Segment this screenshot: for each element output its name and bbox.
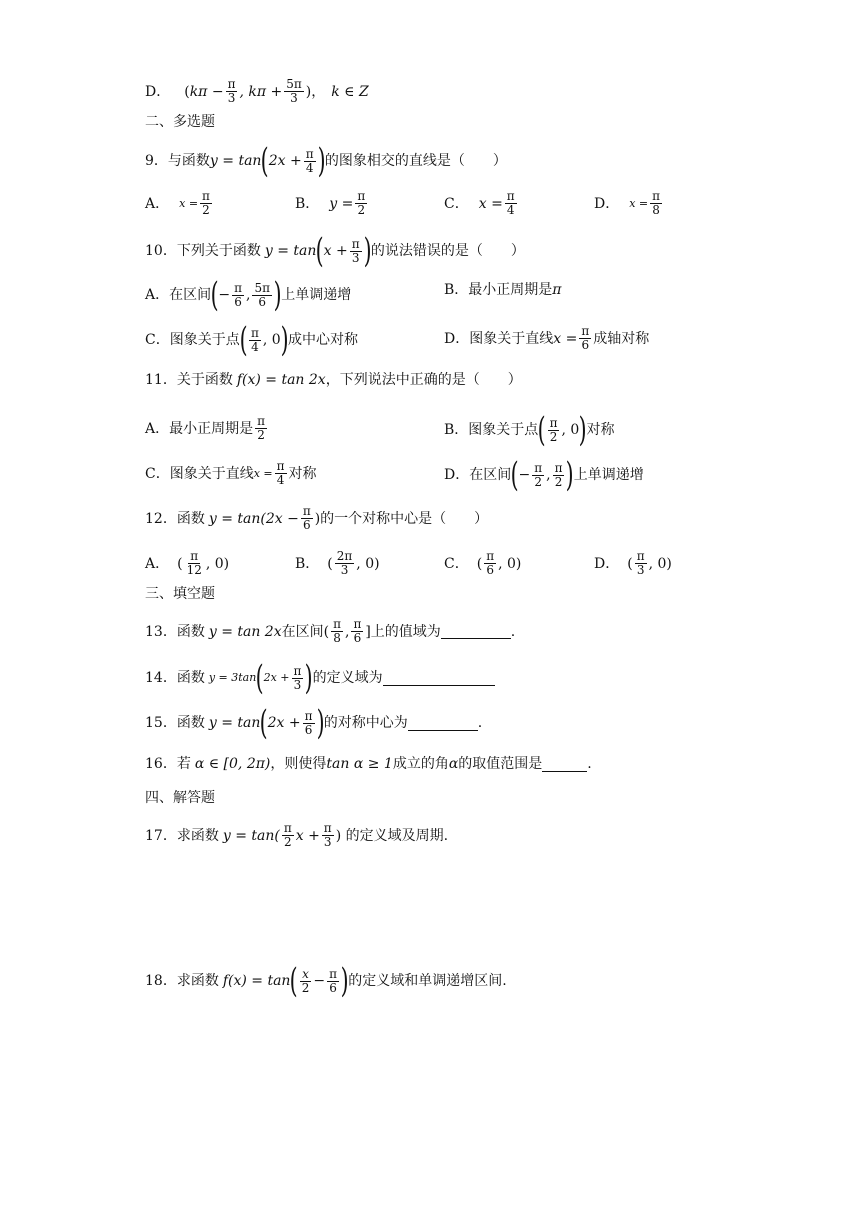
math-text: 的说法错误的是（ ） <box>370 243 525 259</box>
fraction-numerator: π <box>257 414 266 428</box>
math-text: 11．关于函数 <box>145 372 233 388</box>
math-text: − <box>518 467 531 483</box>
math-text: B．最小正周期是 <box>444 282 553 298</box>
math-text: 9．与函数 <box>145 153 210 169</box>
fraction <box>650 190 662 217</box>
fraction-numerator: π <box>534 460 543 475</box>
fraction <box>355 190 367 217</box>
fraction-denominator: 4 <box>276 473 285 487</box>
math-text: y = tan <box>208 715 261 731</box>
math-text: . <box>477 715 483 731</box>
math-text: − <box>218 287 231 303</box>
q12-option-c[interactable] <box>444 550 521 577</box>
fraction-numerator: π <box>652 189 661 203</box>
fraction-denominator: 2 <box>357 203 366 217</box>
math-text: 的对称中心为 <box>323 715 408 731</box>
math-text: f(x) = tan <box>222 973 291 989</box>
math-text: 的定义域和单调递增区间. <box>348 973 507 989</box>
math-text: D．图象关于直线 <box>444 330 554 347</box>
fraction <box>282 822 294 849</box>
fraction <box>301 505 313 532</box>
fraction-denominator: 4 <box>506 203 515 217</box>
math-text: , 0) <box>356 555 380 572</box>
math-text: x = <box>478 195 503 212</box>
math-text: D．在区间 <box>444 467 512 483</box>
fraction-numerator: π <box>276 459 285 473</box>
large-parenthesis: ) <box>305 658 314 698</box>
math-text: C． <box>444 195 469 212</box>
fraction <box>304 148 316 175</box>
math-text: . <box>510 623 516 640</box>
q9-option-b[interactable] <box>295 190 369 217</box>
q12-option-d[interactable] <box>594 550 672 577</box>
fraction-denominator: 6 <box>302 518 311 532</box>
math-text: 成立的角 <box>392 756 449 772</box>
large-parenthesis: ) <box>316 703 325 743</box>
fraction <box>548 417 560 444</box>
fraction <box>335 550 355 577</box>
math-text: − <box>313 973 326 989</box>
math-text: B．图象关于点 <box>444 422 539 438</box>
math-text: ，则使得 <box>270 756 327 772</box>
math-text: )的一个对称中心是（ ） <box>314 510 489 527</box>
math-text: ) 的定义域及周期. <box>335 827 449 844</box>
math-text: y = 3tan <box>208 671 257 684</box>
fraction-numerator: π <box>357 189 366 203</box>
fraction <box>226 78 238 105</box>
fraction <box>232 282 244 309</box>
q10-option-d[interactable] <box>444 325 649 352</box>
q8-option-d <box>145 78 369 105</box>
fraction-numerator: π <box>304 708 313 723</box>
math-text: C．图象关于直线 <box>145 465 254 482</box>
math-text: B． <box>295 555 320 572</box>
fraction <box>322 822 334 849</box>
math-text: 四、解答题 <box>145 790 215 806</box>
fraction-denominator: 6 <box>353 631 362 645</box>
fraction-numerator: π <box>305 146 314 161</box>
large-parenthesis: ( <box>255 658 264 698</box>
math-text: 15．函数 <box>145 715 205 731</box>
fraction-denominator: 8 <box>652 203 660 217</box>
q10-option-a[interactable] <box>145 275 352 315</box>
fraction-denominator: 6 <box>304 722 313 737</box>
fraction-numerator: π <box>283 821 292 835</box>
fraction-numerator: π <box>250 325 259 340</box>
math-text: C． <box>444 555 469 572</box>
fraction <box>292 665 304 692</box>
large-parenthesis: ) <box>317 141 326 181</box>
fraction <box>635 550 647 577</box>
math-text: 在区间 <box>281 623 324 640</box>
q18-stem <box>145 961 507 1001</box>
fraction-denominator: 6 <box>486 563 494 577</box>
q9-stem <box>145 141 507 181</box>
fraction-denominator: 12 <box>186 563 202 577</box>
math-text: 2x + <box>267 715 301 731</box>
fraction-numerator: π <box>293 663 302 678</box>
math-text: k ∈ Z <box>331 83 369 100</box>
math-text: , <box>546 467 551 483</box>
math-text: f(x) = tan 2x <box>236 372 326 388</box>
fraction-denominator: 2 <box>257 428 265 442</box>
math-text: y = tan <box>264 243 317 259</box>
math-text: , 0 <box>262 332 281 348</box>
large-parenthesis: ( <box>261 141 270 181</box>
math-text: y = tan <box>209 153 262 169</box>
math-text: 上单调递增 <box>281 287 352 303</box>
q9-option-c[interactable] <box>444 190 519 217</box>
fraction-numerator: π <box>636 549 645 563</box>
fraction-denominator: 3 <box>323 835 332 849</box>
math-text: , 0) <box>498 555 522 572</box>
fraction <box>484 550 496 577</box>
large-parenthesis: ) <box>280 320 289 360</box>
math-text: ( <box>177 555 183 572</box>
math-text: D． <box>594 555 620 572</box>
fraction-numerator: π <box>227 77 236 91</box>
math-text: ，下列说法中正确的是（ ） <box>325 372 522 388</box>
q14-stem <box>145 658 495 698</box>
math-text: 10．下列关于函数 <box>145 243 261 259</box>
q9-option-d[interactable] <box>594 190 664 217</box>
fraction-numerator: π <box>202 189 210 203</box>
fraction-denominator: 6 <box>258 294 267 309</box>
fraction <box>532 462 544 489</box>
q17-stem <box>145 822 448 849</box>
math-text: x = <box>253 466 273 480</box>
fraction-numerator: π <box>506 189 515 203</box>
fraction-denominator: 3 <box>293 677 302 692</box>
math-text: ( <box>627 555 633 572</box>
fraction-denominator: 8 <box>333 631 341 645</box>
math-text: . <box>587 756 592 772</box>
math-text: 2x + <box>263 671 290 684</box>
q10-option-c[interactable] <box>145 320 358 360</box>
fraction <box>252 282 272 309</box>
math-text: , 0) <box>205 555 230 572</box>
math-text: 三、填空题 <box>145 586 215 602</box>
math-text: , <box>344 623 350 640</box>
math-text: 12．函数 <box>145 510 205 527</box>
math-text: y = <box>329 195 354 212</box>
math-text: D． <box>145 83 171 100</box>
large-parenthesis: ) <box>273 275 282 315</box>
fraction-denominator: 2 <box>554 474 563 489</box>
math-text: , 0) <box>648 555 672 572</box>
q9-option-a[interactable] <box>145 190 214 217</box>
fraction-numerator: π <box>351 236 360 251</box>
fraction <box>200 190 212 217</box>
math-text: 18．求函数 <box>145 973 219 989</box>
math-text: y = tan 2x <box>208 623 282 640</box>
large-parenthesis: ( <box>239 320 248 360</box>
large-parenthesis: ( <box>290 961 299 1001</box>
math-text: D． <box>594 195 620 212</box>
fraction-denominator: 6 <box>329 980 337 995</box>
q10-stem <box>145 231 525 271</box>
math-text: α <box>448 756 459 772</box>
math-text: ( <box>184 83 190 100</box>
math-text: x = <box>553 330 578 347</box>
fraction <box>350 238 362 265</box>
fraction <box>331 618 343 645</box>
q11-option-a[interactable] <box>145 415 269 442</box>
math-text: 成轴对称 <box>593 330 650 347</box>
fraction <box>275 460 287 487</box>
fraction <box>579 325 591 352</box>
math-text: 17．求函数 <box>145 827 219 844</box>
large-parenthesis: ) <box>340 961 349 1001</box>
fraction-numerator: π <box>581 324 590 338</box>
q12-option-a[interactable] <box>145 550 229 577</box>
q16-answer-blank[interactable] <box>542 757 587 772</box>
q11-option-b[interactable] <box>444 410 615 450</box>
q11-option-c[interactable] <box>145 460 317 487</box>
large-parenthesis: ( <box>510 455 519 495</box>
fraction-numerator: π <box>329 966 337 981</box>
fraction-denominator: 2 <box>549 429 558 444</box>
math-text: 上单调递增 <box>573 467 644 483</box>
q14-answer-blank[interactable] <box>383 671 495 686</box>
math-text: x = <box>629 196 649 210</box>
math-text: C．图象关于点 <box>145 332 240 348</box>
section-multiple-choice <box>145 112 215 132</box>
math-text: ( <box>476 555 483 572</box>
math-text: 的定义域为 <box>312 670 383 686</box>
fraction <box>249 327 261 354</box>
fraction-denominator: 2 <box>534 474 542 489</box>
fraction-numerator: π <box>190 549 199 563</box>
large-parenthesis: ) <box>363 231 372 271</box>
q12-option-b[interactable] <box>295 550 380 577</box>
fraction-denominator: 6 <box>581 338 590 352</box>
fraction-numerator: 5π <box>254 280 270 295</box>
section-fill-in <box>145 584 215 604</box>
fraction-denominator: 3 <box>636 563 645 577</box>
math-text: x + <box>323 243 348 259</box>
q11-option-d[interactable] <box>444 455 644 495</box>
math-text: A． <box>145 195 170 212</box>
fraction <box>327 968 339 995</box>
math-text: 对称 <box>288 465 317 482</box>
math-text: 的图象相交的直线是（ ） <box>324 153 507 169</box>
fraction-numerator: π <box>234 280 243 295</box>
math-text: 上的值域为 <box>370 623 441 640</box>
math-text: 2x + <box>268 153 302 169</box>
fraction <box>553 462 565 489</box>
fraction <box>505 190 517 217</box>
q15-stem <box>145 703 483 743</box>
fraction <box>303 710 315 737</box>
math-text: 的取值范围是 <box>458 756 543 772</box>
math-text: x = <box>179 196 199 210</box>
math-text: ] <box>365 623 371 640</box>
math-text: 成中心对称 <box>287 332 358 348</box>
q12-stem <box>145 505 488 532</box>
math-text: B． <box>295 195 320 212</box>
math-text: kπ − <box>189 83 224 100</box>
math-text: 13．函数 <box>145 623 205 640</box>
math-text: y = tan(2x − <box>208 510 299 527</box>
q15-answer-blank[interactable] <box>408 716 478 731</box>
math-text: )， <box>305 83 326 100</box>
q16-stem <box>145 754 592 774</box>
math-text: ( <box>327 555 333 572</box>
fraction <box>300 968 312 995</box>
q10-option-b[interactable] <box>444 280 562 300</box>
fraction-denominator: 3 <box>351 250 360 265</box>
fraction-numerator: π <box>333 617 341 631</box>
fraction <box>351 618 363 645</box>
fraction <box>185 550 204 577</box>
math-text: , <box>246 287 251 303</box>
fraction-numerator: π <box>554 460 563 475</box>
fraction-numerator: π <box>302 504 311 518</box>
large-parenthesis: ( <box>210 275 219 315</box>
large-parenthesis: ( <box>316 231 324 271</box>
math-text: α ∈ [0, 2π) <box>194 756 271 772</box>
math-text: A． <box>145 555 170 572</box>
math-text: A．最小正周期是 <box>145 420 254 437</box>
fraction-denominator: 2 <box>283 835 292 849</box>
fraction-denominator: 2 <box>202 203 210 217</box>
fraction-denominator: 4 <box>305 160 314 175</box>
math-text: y = tan( <box>222 827 280 844</box>
fraction <box>284 78 304 105</box>
math-text: 16．若 <box>145 756 191 772</box>
fraction-numerator: 2π <box>336 549 353 563</box>
fraction-denominator: 6 <box>234 294 242 309</box>
large-parenthesis: ( <box>260 703 268 743</box>
math-text: x + <box>295 827 320 844</box>
large-parenthesis: ) <box>578 410 587 450</box>
math-text: tan α ≥ 1 <box>326 756 393 772</box>
large-parenthesis: ( <box>537 410 546 450</box>
fraction <box>255 415 267 442</box>
fraction-denominator: 2 <box>301 980 310 995</box>
fraction-numerator: π <box>353 617 362 631</box>
q13-answer-blank[interactable] <box>441 624 511 639</box>
math-text: ( <box>323 623 330 640</box>
math-text: π <box>552 282 562 298</box>
fraction-numerator: π <box>486 549 495 563</box>
math-text: 14．函数 <box>145 670 205 686</box>
math-text: A．在区间 <box>145 287 212 303</box>
q13-stem <box>145 618 515 645</box>
fraction-numerator: 5π <box>286 77 302 91</box>
math-text: , kπ + <box>239 83 283 100</box>
section-solution <box>145 788 215 808</box>
fraction-denominator: 3 <box>340 563 349 577</box>
math-text: 二、多选题 <box>145 114 215 130</box>
math-text: 对称 <box>586 422 615 438</box>
fraction-denominator: 3 <box>227 91 236 105</box>
fraction-numerator: x <box>302 966 309 981</box>
math-text: , 0 <box>561 422 580 438</box>
fraction-numerator: π <box>323 821 332 835</box>
large-parenthesis: ) <box>566 455 575 495</box>
fraction-numerator: π <box>549 415 558 430</box>
q11-stem <box>145 370 522 390</box>
fraction-denominator: 4 <box>251 339 259 354</box>
fraction-denominator: 3 <box>290 91 298 105</box>
